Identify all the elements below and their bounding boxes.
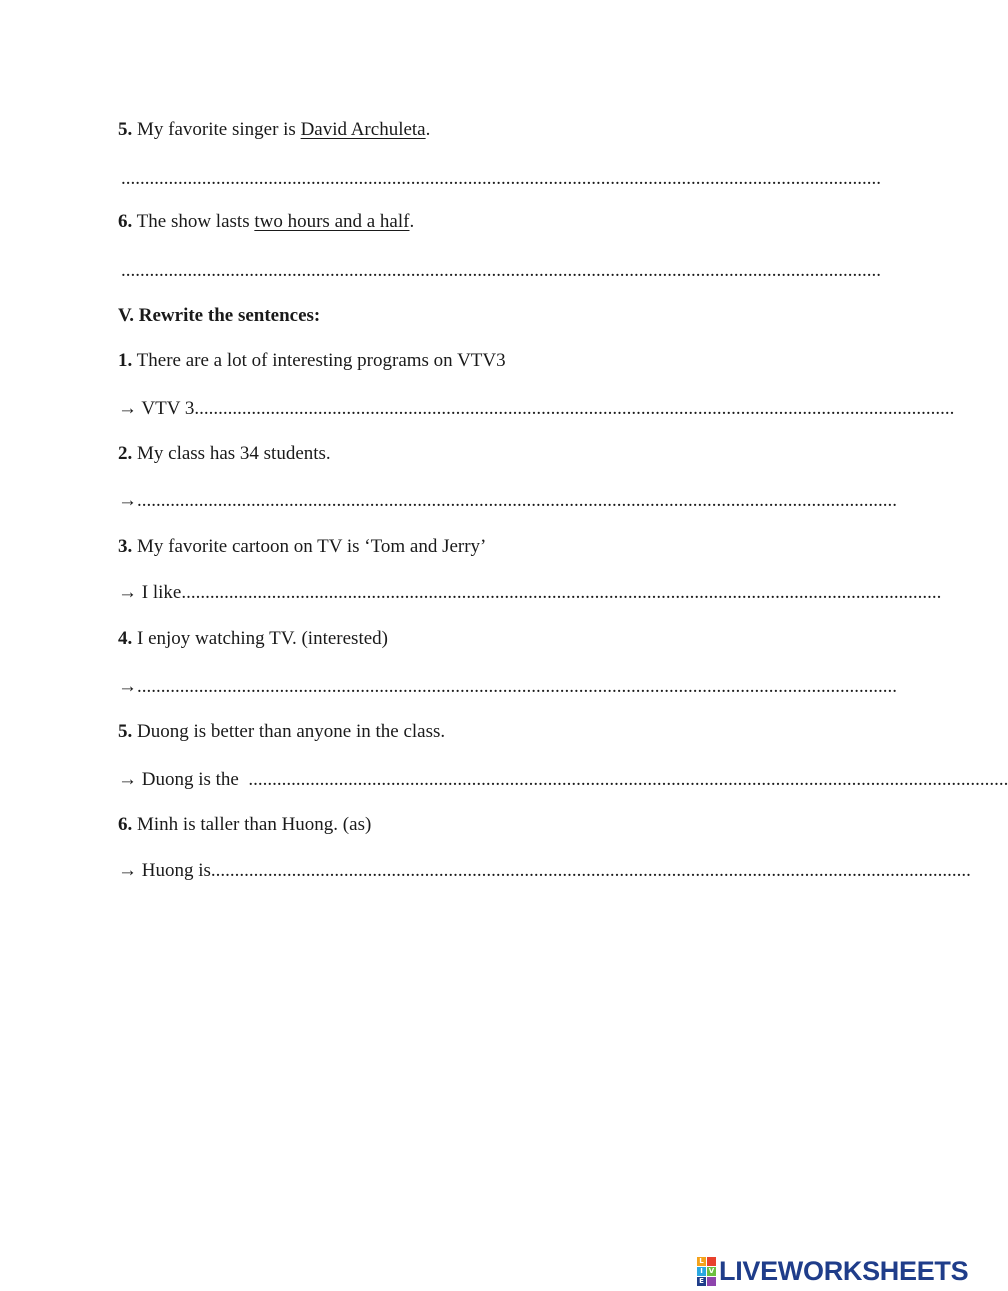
rewrite-item-2 <box>118 443 331 465</box>
answer-dots[interactable]: ................................................................................................................................................................ <box>210 860 971 881</box>
rewrite-answer-1[interactable] <box>118 398 955 420</box>
answer-dots[interactable]: ................................................................................................................................................................ <box>248 769 1008 790</box>
logo-square: V <box>708 1267 715 1275</box>
answer-prompt: → <box>118 490 137 511</box>
item-text: The show lasts <box>132 211 255 232</box>
underlined-phrase: David Archuleta <box>300 119 426 140</box>
rewrite-answer-6[interactable] <box>118 860 971 882</box>
item-6-question <box>118 211 414 233</box>
rewrite-item-3 <box>118 536 486 558</box>
answer-prompt: → Duong is the <box>118 769 249 790</box>
rewrite-answer-4[interactable] <box>118 676 897 698</box>
logo-square: E <box>697 1277 706 1286</box>
item-number: 6. <box>118 814 133 835</box>
item-text: There are a lot of interesting programs on VTV3 <box>132 350 506 371</box>
logo-square <box>707 1277 716 1286</box>
logo-square: L <box>697 1257 706 1266</box>
item-text: I enjoy watching TV. (interested) <box>132 628 388 649</box>
answer-dots[interactable]: ................................................................................................................................................................ <box>137 490 897 511</box>
answer-dots-line[interactable]: ................................................................................................................................................................ <box>121 260 881 281</box>
item-5-question <box>118 119 430 141</box>
item-punct: . <box>425 119 431 140</box>
rewrite-item-1 <box>118 350 506 372</box>
logo-text: LIVEWORKSHEETS <box>719 1255 969 1286</box>
answer-dots[interactable]: ................................................................................................................................................................ <box>137 676 897 697</box>
answer-prompt: → I like <box>118 582 182 603</box>
rewrite-item-6 <box>118 814 371 836</box>
item-number: 1. <box>118 350 133 371</box>
item-text: My class has 34 students. <box>132 443 331 464</box>
answer-prompt: → VTV 3 <box>118 398 195 419</box>
item-text: My favorite cartoon on TV is ‘Tom and Jerry’ <box>132 536 487 557</box>
item-number: 5. <box>118 721 133 742</box>
section-heading: V. Rewrite the sentences: <box>118 305 321 326</box>
item-number: 4. <box>118 628 133 649</box>
item-text: Duong is better than anyone in the class. <box>132 721 446 742</box>
rewrite-answer-5[interactable] <box>118 769 1008 791</box>
underlined-phrase: two hours and a half <box>254 211 410 232</box>
item-number: 2. <box>118 443 133 464</box>
answer-dots[interactable]: ................................................................................................................................................................ <box>194 398 955 419</box>
rewrite-item-4 <box>118 628 388 650</box>
rewrite-answer-2[interactable] <box>118 490 897 512</box>
item-number: 3. <box>118 536 133 557</box>
item-punct: . <box>409 211 415 232</box>
answer-prompt: → Huong is <box>118 860 211 881</box>
item-text: Minh is taller than Huong. (as) <box>132 814 372 835</box>
answer-prompt: → <box>118 676 137 697</box>
logo-squares-icon <box>697 1257 716 1286</box>
logo-square: I <box>697 1267 706 1276</box>
rewrite-answer-3[interactable] <box>118 582 942 604</box>
item-number: 6. <box>118 211 133 232</box>
logo-square <box>707 1257 716 1266</box>
liveworksheets-logo <box>697 1256 968 1286</box>
answer-dots[interactable]: ................................................................................................................................................................ <box>181 582 942 603</box>
rewrite-item-5 <box>118 721 445 743</box>
item-text: My favorite singer is <box>132 119 301 140</box>
answer-dots-line[interactable]: ................................................................................................................................................................ <box>121 168 881 189</box>
item-number: 5. <box>118 119 133 140</box>
